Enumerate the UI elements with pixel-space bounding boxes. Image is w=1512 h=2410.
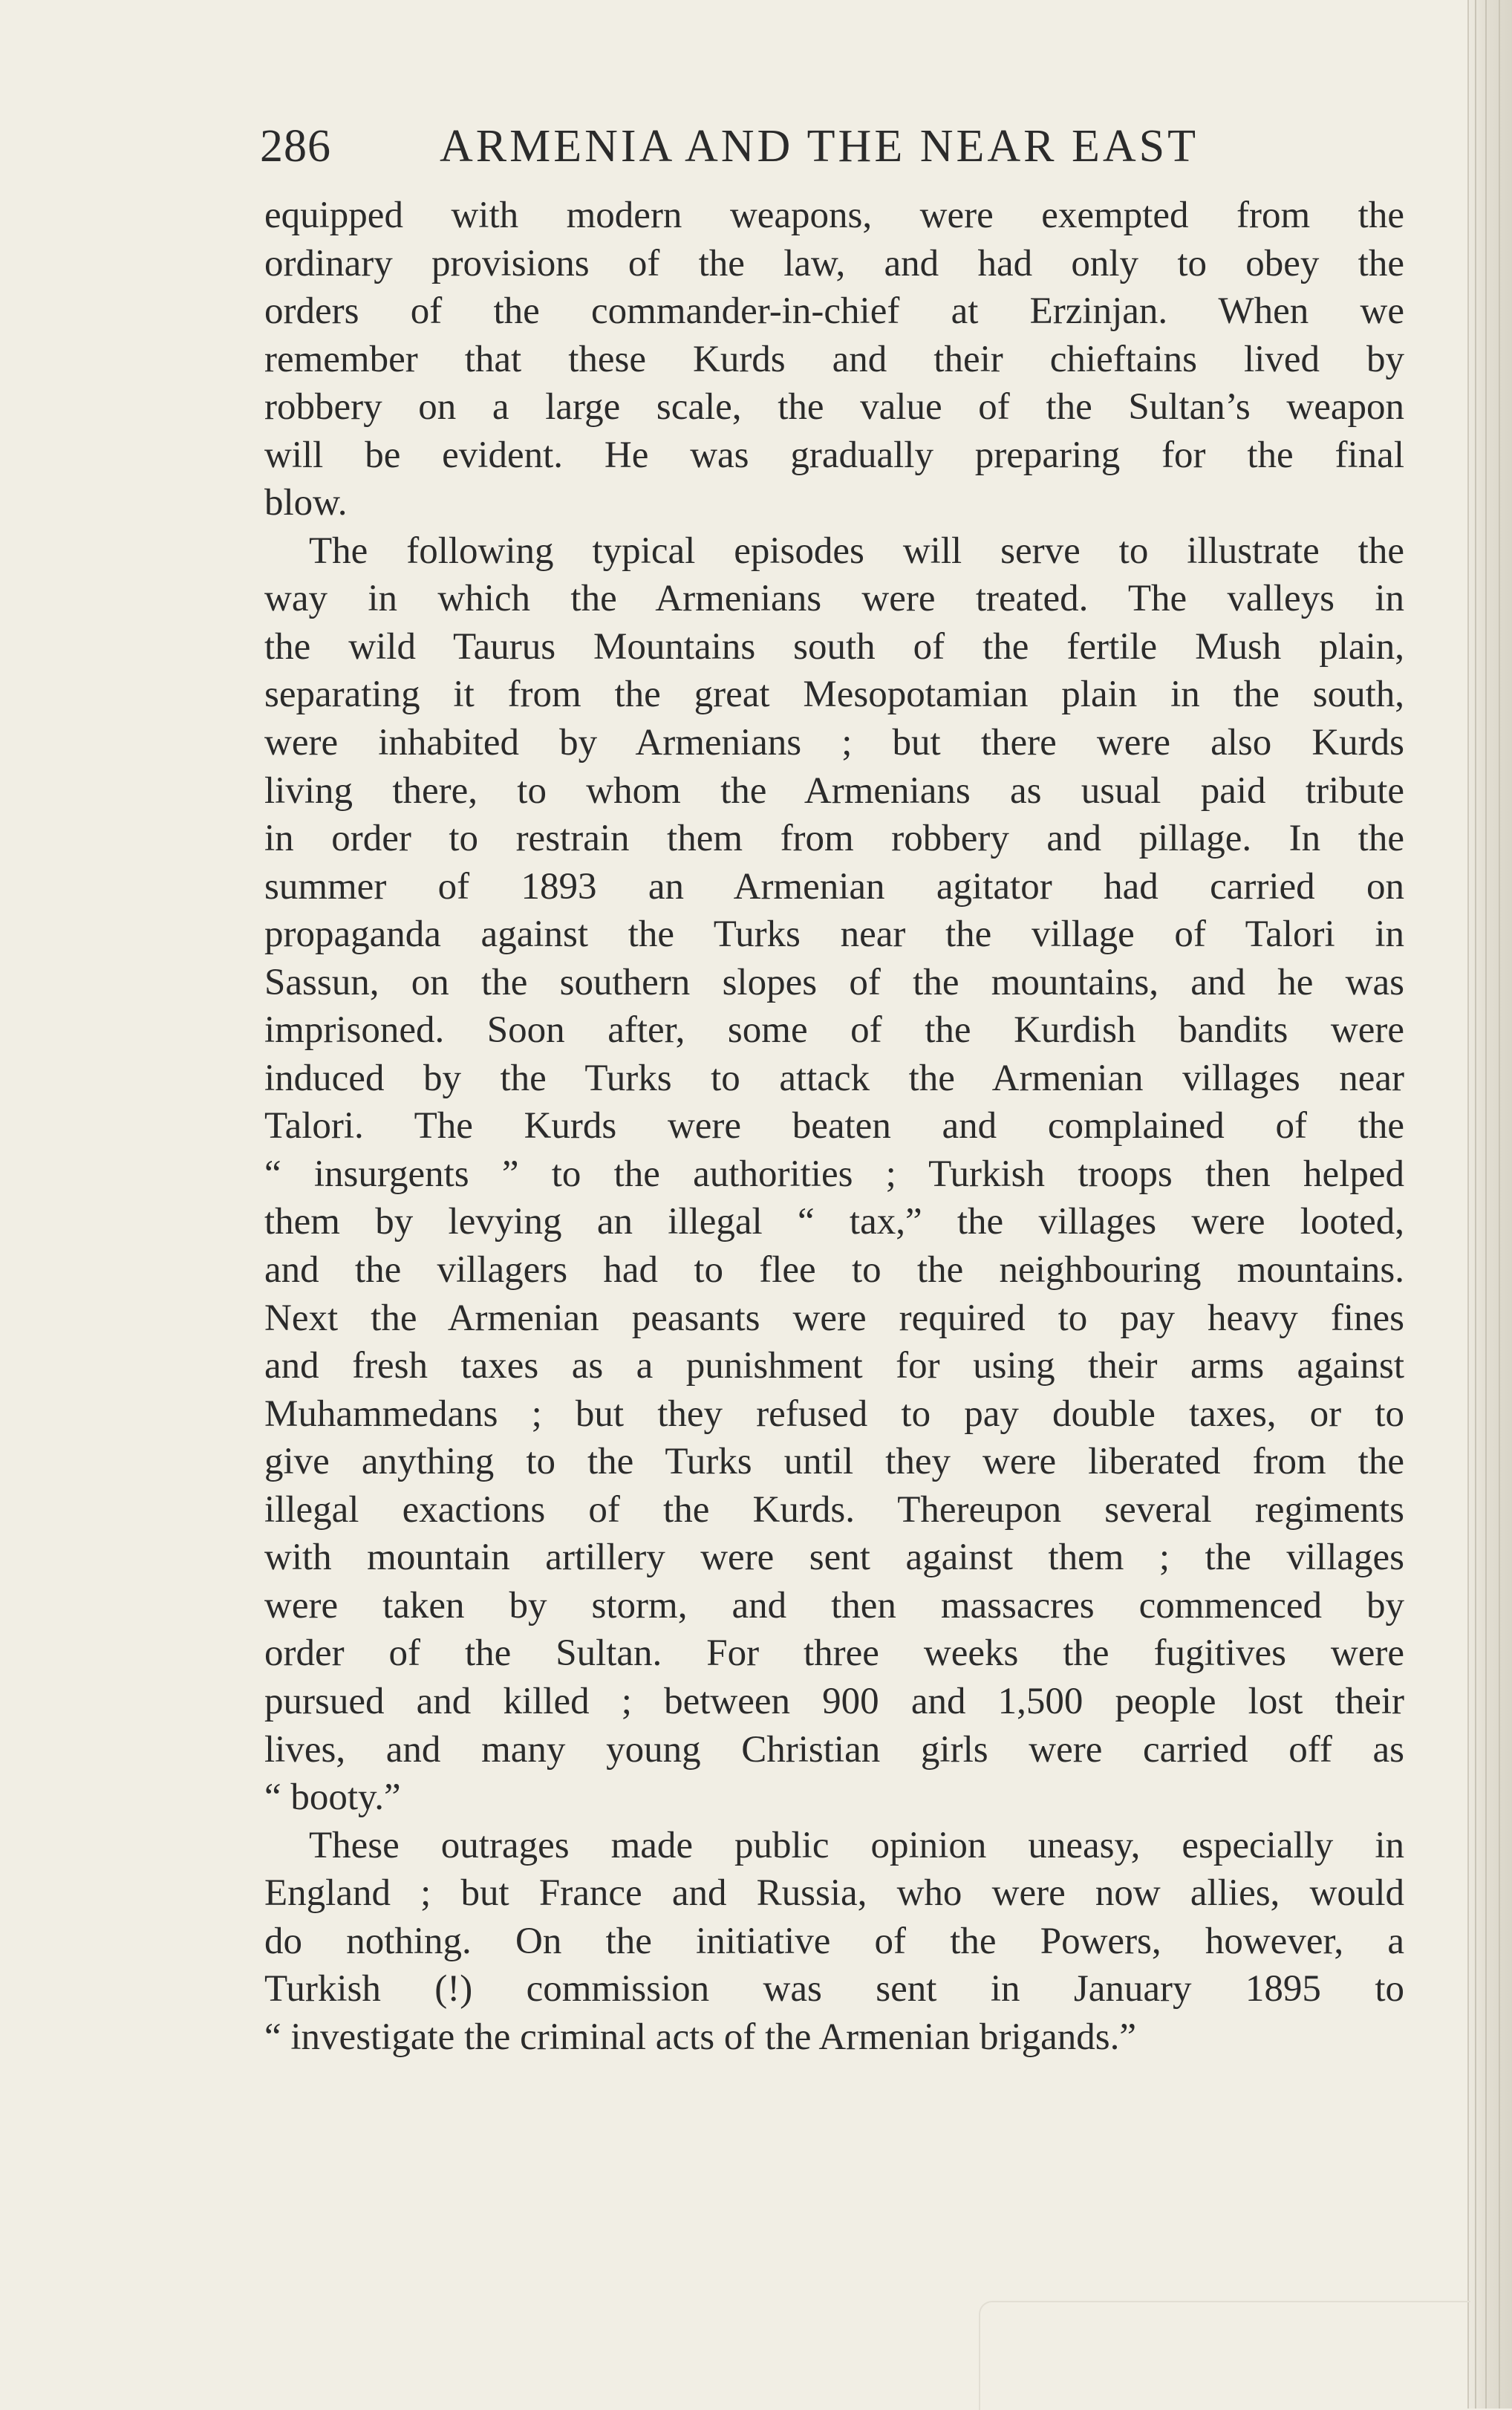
text-line: Sassun, on the southern slopes of the mountains, and he was: [264, 961, 1404, 1003]
text-line: separating it from the great Mesopotamian plain in the south,: [264, 674, 1404, 716]
text-line: order of the Sultan. For three weeks the fugitives were: [264, 1632, 1404, 1675]
text-line: “ insurgents ” to the authorities ; Turkish troops then helped: [264, 1153, 1404, 1195]
text-line: propaganda against the Turks near the village of Talori in: [264, 913, 1404, 956]
text-line: summer of 1893 an Armenian agitator had carried on: [264, 865, 1404, 908]
text-line: living there, to whom the Armenians as usual paid tribute: [264, 769, 1404, 812]
text-line: illegal exactions of the Kurds. Thereupon several regiments: [264, 1488, 1404, 1531]
text-line: Turkish (!) commission was sent in January 1895 to: [264, 1968, 1404, 2010]
page-edge: [1467, 0, 1512, 2409]
text-line: imprisoned. Soon after, some of the Kurdish bandits were: [264, 1009, 1404, 1052]
text-line: and the villagers had to flee to the neighbouring mountains.: [264, 1249, 1404, 1292]
paragraph: [264, 192, 1404, 527]
text-line: give anything to the Turks until they were liberated from the: [264, 1441, 1404, 1483]
text-line: pursued and killed ; between 900 and 1,500 people lost their: [264, 1680, 1404, 1722]
running-title: ARMENIA AND THE NEAR EAST: [440, 121, 1199, 172]
text-line: and fresh taxes as a punishment for using their arms against: [264, 1345, 1404, 1387]
text-line: orders of the commander-in-chief at Erzinjan. When we: [264, 290, 1404, 333]
text-line: Talori. The Kurds were beaten and complained of the: [264, 1105, 1404, 1147]
text-line: ordinary provisions of the law, and had only to obey the: [264, 242, 1404, 284]
paragraph: [264, 527, 1404, 1822]
text-line: were taken by storm, and then massacres commenced by: [264, 1584, 1404, 1626]
text-line: way in which the Armenians were treated. The valleys in: [264, 578, 1404, 620]
text-line: lives, and many young Christian girls were carried off as: [264, 1728, 1404, 1771]
text-line: Muhammedans ; but they refused to pay double taxes, or to: [264, 1393, 1404, 1435]
text-line: blow.: [264, 482, 348, 524]
text-line: them by levying an illegal “ tax,” the villages were looted,: [264, 1201, 1404, 1243]
text-line: The following typical episodes will serve to illustrate the: [309, 530, 1404, 572]
text-line: were inhabited by Armenians ; but there were also Kurds: [264, 722, 1404, 764]
text-line: England ; but France and Russia, who were now allies, would: [264, 1872, 1404, 1915]
text-line: the wild Taurus Mountains south of the fertile Mush plain,: [264, 625, 1404, 668]
body-text: [264, 192, 1404, 2061]
text-line: These outrages made public opinion uneasy, especially in: [309, 1824, 1404, 1866]
running-header: [260, 120, 1270, 172]
text-line: will be evident. He was gradually preparing for the final: [264, 434, 1404, 476]
text-line: “ investigate the criminal acts of the Armenian brigands.”: [264, 2016, 1137, 2058]
text-line: “ booty.”: [264, 1776, 401, 1819]
text-line: equipped with modern weapons, were exempted from the: [264, 195, 1404, 236]
page-number: 286: [260, 121, 331, 172]
text-line: do nothing. On the initiative of the Powers, however, a: [264, 1920, 1404, 1962]
text-line: with mountain artillery were sent against them ; the villages: [264, 1537, 1404, 1579]
text-line: induced by the Turks to attack the Armenian villages near: [264, 1057, 1404, 1099]
text-line: Next the Armenian peasants were required to pay heavy fines: [264, 1297, 1404, 1339]
text-line: robbery on a large scale, the value of the Sultan’s weapon: [264, 386, 1404, 429]
page-corner-mark: [979, 2301, 1470, 2410]
text-line: in order to restrain them from robbery and pillage. In the: [264, 818, 1404, 860]
paragraph: [264, 1822, 1404, 2062]
text-line: remember that these Kurds and their chieftains lived by: [264, 338, 1404, 380]
